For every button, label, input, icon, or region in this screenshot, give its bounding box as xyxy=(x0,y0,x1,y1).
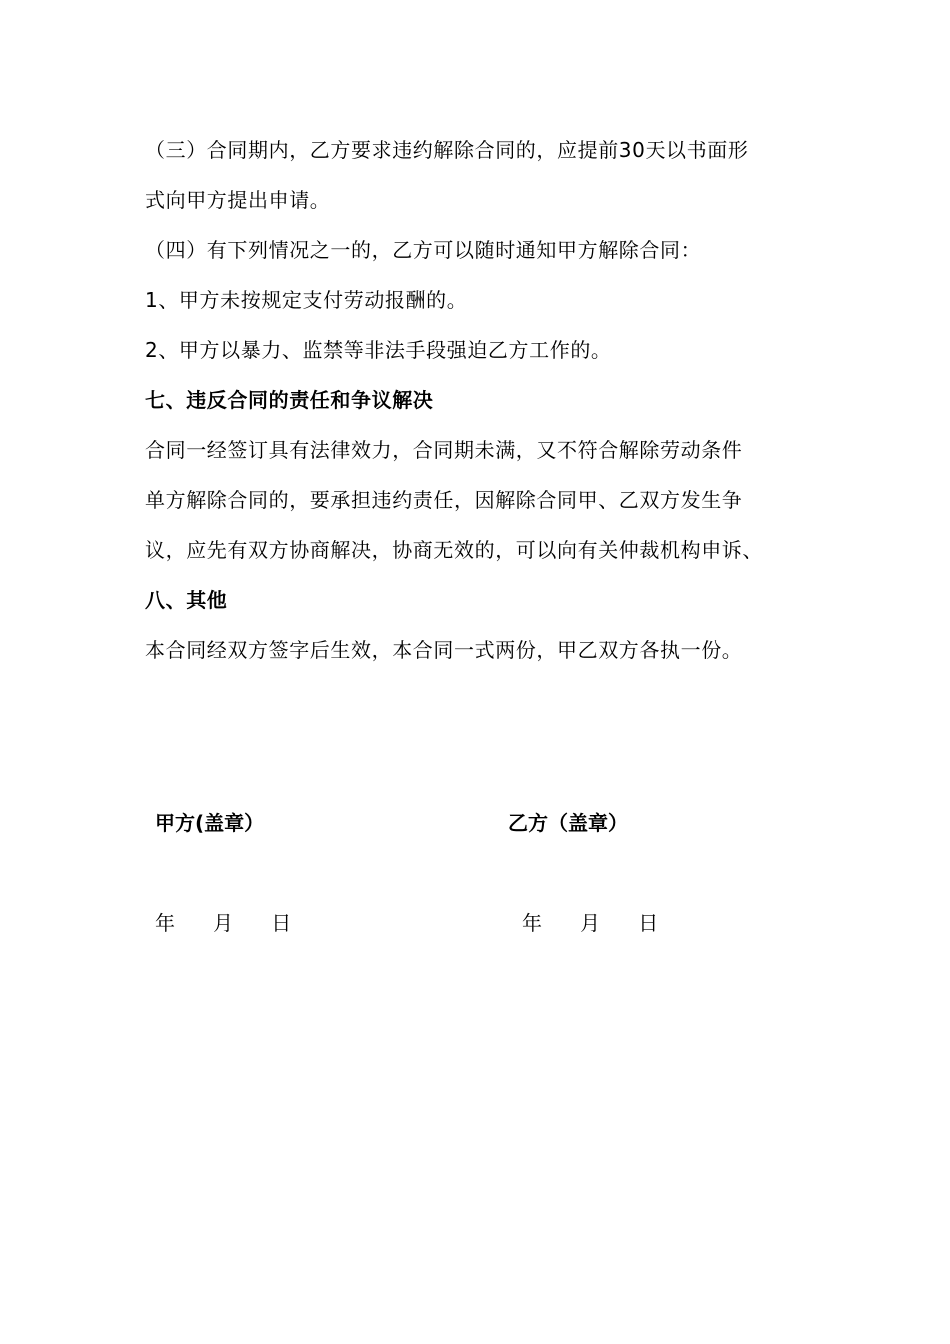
clause-3-line-2: 式向甲方提出申请。 xyxy=(145,188,331,212)
section-8-heading: 八、其他 xyxy=(145,588,228,612)
section-7-line-1: 合同一经签订具有法律效力，合同期未满，又不符合解除劳动条件 xyxy=(145,438,743,462)
section-7-line-3: 议，应先有双方协商解决，协商无效的，可以向有关仲裁机构申诉、 xyxy=(145,538,763,562)
section-7-line-2: 单方解除合同的，要承担违约责任，因解除合同甲、乙双方发生争 xyxy=(145,488,743,512)
party-a-seal-label: 甲方(盖章） xyxy=(155,811,265,835)
section-8-body: 本合同经双方签字后生效，本合同一式两份，甲乙双方各执一份。 xyxy=(145,638,743,662)
clause-4-item-2: 2、甲方以暴力、监禁等非法手段强迫乙方工作的。 xyxy=(145,338,612,362)
party-a-date: 年 月 日 xyxy=(155,911,292,935)
section-7-heading: 七、违反合同的责任和争议解决 xyxy=(145,388,434,412)
party-b-seal-label: 乙方（盖章） xyxy=(508,811,628,835)
clause-4-item-1: 1、甲方未按规定支付劳动报酬的。 xyxy=(145,288,468,312)
party-b-date: 年 月 日 xyxy=(522,911,659,935)
clause-4-intro: （四）有下列情况之一的，乙方可以随时通知甲方解除合同： xyxy=(145,238,702,262)
clause-3-line-1: （三）合同期内，乙方要求违约解除合同的，应提前30天以书面形 xyxy=(145,138,749,162)
